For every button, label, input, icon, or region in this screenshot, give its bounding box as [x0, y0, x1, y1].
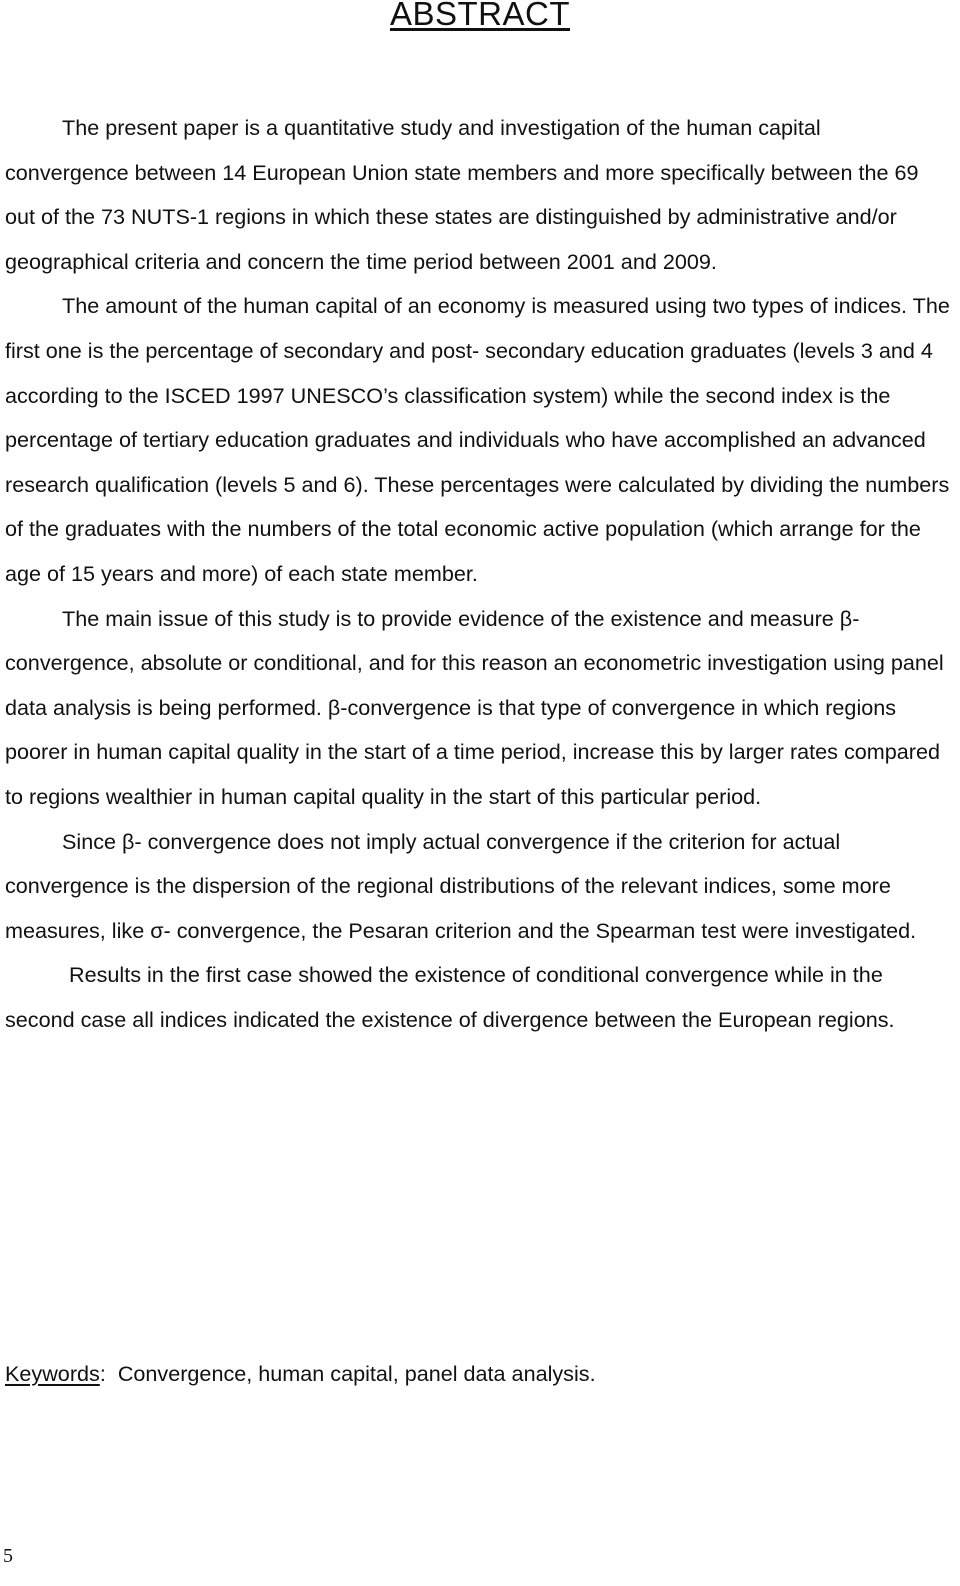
- abstract-body: [5, 106, 950, 1042]
- abstract-paragraph-2: The amount of the human capital of an economy is measured using two types of indices. The first one is the percentage of secondary and post- secondary education graduates (levels 3 and 4 according to the ISCED 1997 UNESCO’s classification system) while the second index is the percentage of tertiary education graduates and individuals who have accomplished an advanced research qualification (levels 5 and 6). These percentages were calculated by dividing the numbers of the graduates with the numbers of the total economic active population (which arrange for the age of 15 years and more) of each state member.: [5, 293, 950, 586]
- abstract-paragraph-5: Results in the first case showed the existence of conditional convergence while in the second case all indices indicated the existence of divergence between the European regions.: [5, 962, 895, 1032]
- abstract-paragraph-1: The present paper is a quantitative study and investigation of the human capital convergence between 14 European Union state members and more specifically between the 69 out of the 73 NUTS-1 regions in which these states are distinguished by administrative and/or geographical criteria and concern the time period between 2001 and 2009.: [5, 115, 919, 274]
- keywords-label: Keywords: [5, 1361, 100, 1386]
- page-number: 5: [3, 1545, 13, 1567]
- keywords-line: [5, 1352, 596, 1397]
- keywords-text: Convergence, human capital, panel data analysis.: [117, 1361, 596, 1386]
- abstract-paragraph-3: The main issue of this study is to provide evidence of the existence and measure β- convergence, absolute or conditional, and for this reason an econometric investigation using panel data analysis is being performed. β-convergence is that type of convergence in which regions poorer in human capital quality in the start of a time period, increase this by larger rates compared to regions wealthier in human capital quality in the start of this particular period.: [5, 605, 944, 809]
- keywords-separator: :: [99, 1361, 106, 1386]
- abstract-title: ABSTRACT: [389, 0, 571, 32]
- abstract-paragraph-4: Since β- convergence does not imply actual convergence if the criterion for actual convergence is the dispersion of the regional distributions of the relevant indices, some more measures, like σ- convergence, the Pesaran criterion and the Spearman test were investigated.: [5, 828, 917, 943]
